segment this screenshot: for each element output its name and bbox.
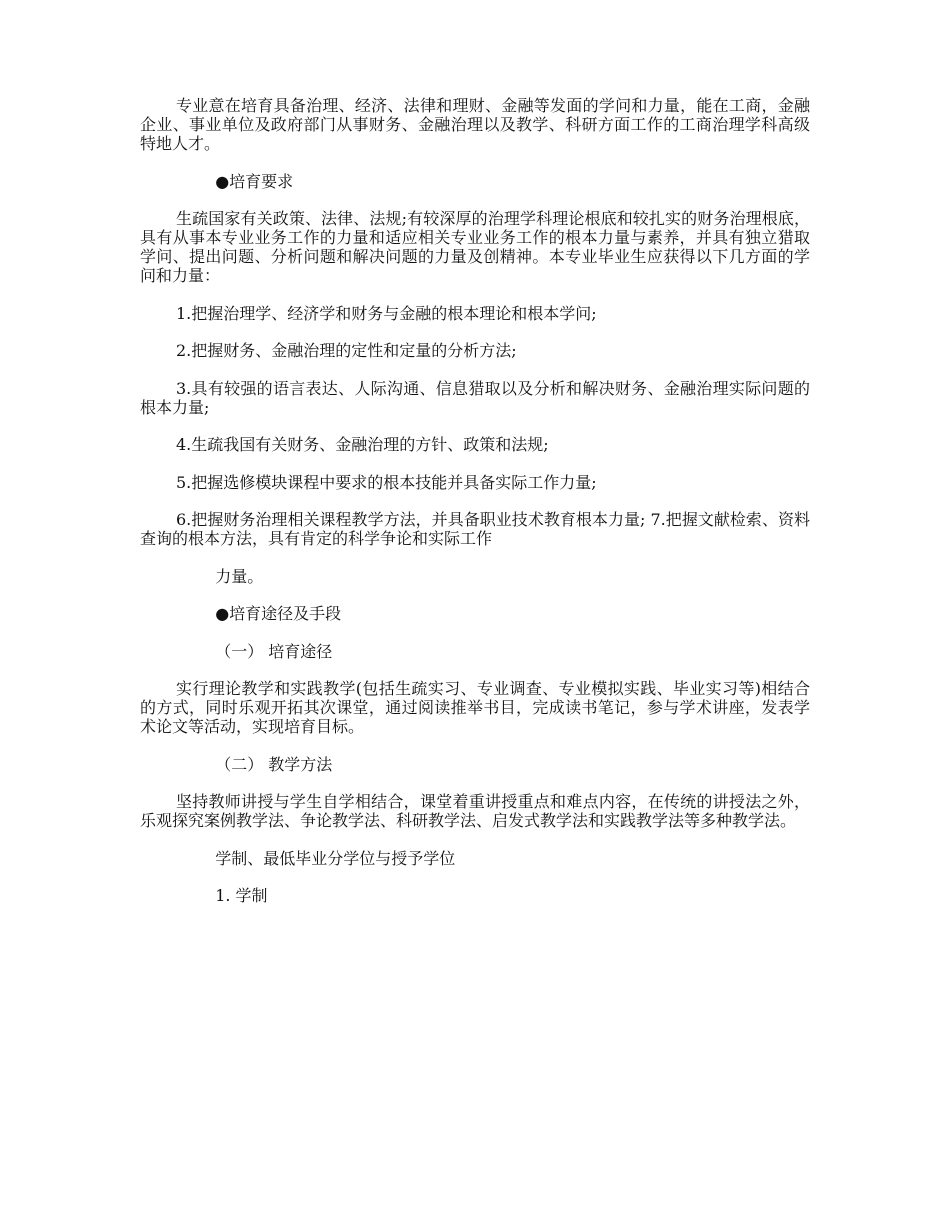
subheading-training-path: （一） 培育途径 (215, 641, 333, 661)
list-item-4: 4.生疏我国有关财务、金融治理的方针、政策和法规; (176, 435, 549, 454)
list-item-1: 1.把握治理学、经济学和财务与金融的根本理论和根本学问; (176, 303, 597, 323)
heading-duration-credits-degree: 学制、最低毕业分学位与授予学位 (215, 848, 456, 868)
list-item-6-7: 6.把握财务治理相关课程教学方法，并具备职业技术教育根本力量; 7.把握文献检索、资料查询的根本方法，具有肯定的科学争论和实际工作 (140, 510, 810, 548)
list-item-5: 5.把握选修模块课程中要求的根本技能并具备实际工作力量; (176, 472, 597, 492)
paragraph-requirements: 生疏国家有关政策、法律、法规;有较深厚的治理学科理论根底和较扎实的财务治理根底，具有从事本专业业务工作的力量和适应相关专业业务工作的根本力量与素养，并具有独立猎取学问、提出问题、分析问题和解决问题的力量及创精神。本专业毕业生应获得以下几方面的学问和力量： (140, 209, 810, 285)
subheading-duration: 1. 学制 (215, 886, 268, 905)
paragraph-teaching-method: 坚持教师讲授与学生自学相结合，课堂着重讲授重点和难点内容，在传统的讲授法之外，乐观探究案例教学法、争论教学法、科研教学法、启发式教学法和实践教学法等多种教学法。 (140, 792, 810, 830)
paragraph-training-path: 实行理论教学和实践教学(包括生疏实习、专业调查、专业模拟实践、毕业实习等)相结合的方式，同时乐观开拓其次课堂，通过阅读推举书目，完成读书笔记，参与学术讲座，发表学术论文等活动，实现培育目标。 (140, 679, 810, 736)
paragraph-objective: 专业意在培育具备治理、经济、法律和理财、金融等发面的学问和力量，能在工商，金融企业、事业单位及政府部门从事财务、金融治理以及教学、科研方面工作的工商治理学科高级特地人才。 (140, 96, 810, 153)
list-item-3: 3.具有较强的语言表达、人际沟通、信息猎取以及分析和解决财务、金融治理实际问题的根本力量; (140, 378, 810, 417)
heading-training-approach: ●培育途径及手段 (215, 604, 342, 623)
document-body (140, 96, 810, 924)
heading-training-requirements: ●培育要求 (215, 171, 294, 191)
list-item-2: 2.把握财务、金融治理的定性和定量的分析方法; (176, 341, 517, 360)
list-item-7-continued: 力量。 (215, 566, 264, 586)
subheading-teaching-method: （二） 教学方法 (215, 754, 333, 774)
